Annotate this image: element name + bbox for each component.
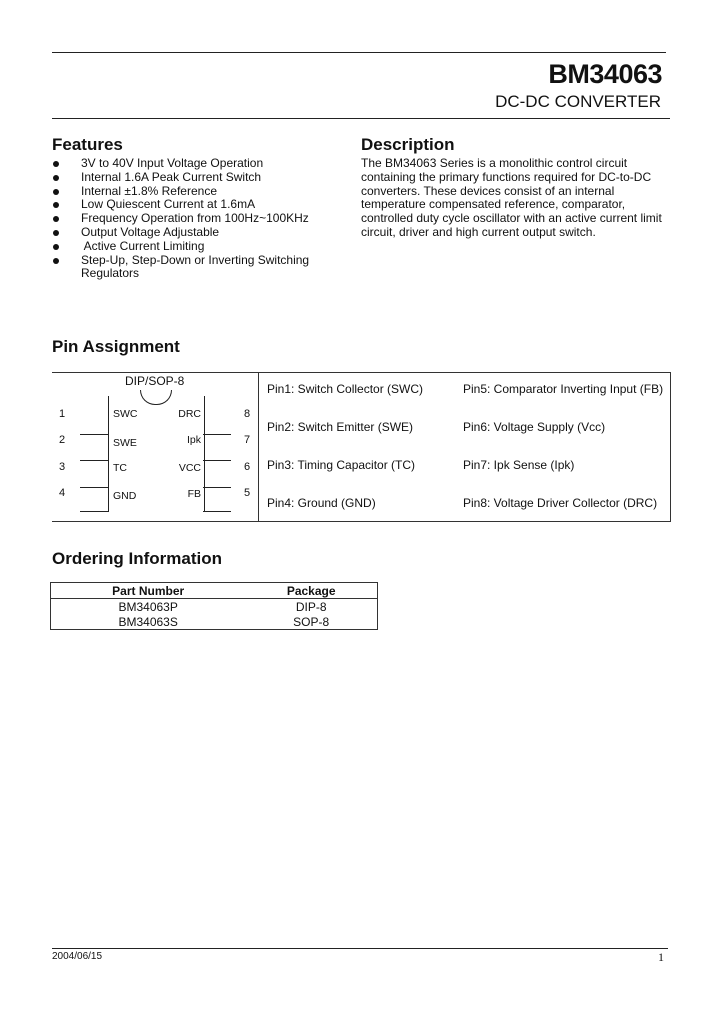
pin-lead [203,511,231,512]
pin-lead [80,434,108,435]
pin-description: Pin3: Timing Capacitor (TC) [267,458,416,472]
pin-lead [80,460,108,461]
ordering-table [50,582,378,630]
table-header-row [51,583,378,599]
document-subtitle: DC-DC CONVERTER [495,92,661,111]
chip-package-diagram [108,396,205,512]
feature-item: Low Quiescent Current at 1.6mA [52,198,327,212]
pin-number: 6 [244,461,251,473]
pin-description: Pin6: Voltage Supply (Vcc) [463,420,606,434]
header-top-rule [52,52,666,53]
package-label: DIP/SOP-8 [125,374,185,388]
chip-pin-label: VCC [178,462,201,474]
feature-item: Step-Up, Step-Down or Inverting Switching Regulators [52,254,313,282]
feature-item: Output Voltage Adjustable [52,226,327,240]
features-heading: Features [52,135,123,154]
chip-pin-label: FB [187,488,201,500]
pin-lead [203,434,231,435]
pin-description: Pin4: Ground (GND) [267,496,376,510]
pin-number: 5 [244,487,251,499]
chip-pin-label: TC [113,462,127,474]
feature-item: Frequency Operation from 100Hz~100KHz [52,212,327,226]
ordering-heading: Ordering Information [52,549,222,568]
feature-item: Active Current Limiting [52,240,327,254]
pin-description: Pin2: Switch Emitter (SWE) [267,420,414,434]
pin-number: 1 [59,408,66,420]
chip-pin-label: DRC [178,408,201,420]
footer-rule [52,948,668,949]
table-cell: DIP-8 [295,599,327,614]
pin-number: 3 [59,461,66,473]
pin-lead [203,460,231,461]
table-cell: SOP-8 [293,614,330,629]
chip-pin-label: Ipk [186,434,201,446]
pin-description: Pin5: Comparator Inverting Input (FB) [463,382,664,396]
footer-date: 2004/06/15 [52,951,103,962]
page-number: 1 [658,950,664,964]
pin-number: 4 [59,487,66,499]
description-heading: Description [361,135,455,154]
pin-assignment-heading: Pin Assignment [52,337,180,356]
pin-number: 8 [244,408,251,420]
table-row [51,599,378,615]
feature-item: Internal ±1.8% Reference [52,185,327,199]
pin-number: 7 [244,434,251,446]
table-row [51,614,378,630]
pin-lead [80,511,108,512]
features-list [52,157,327,281]
pin-description: Pin1: Switch Collector (SWC) [267,382,424,396]
pin-description: Pin8: Voltage Driver Collector (DRC) [463,496,658,510]
table-cell: BM34063P [118,599,178,614]
feature-item: 3V to 40V Input Voltage Operation [52,157,327,171]
header-bottom-rule [52,118,670,119]
description-text: The BM34063 Series is a monolithic control circuit containing the primary functions required for DC-to-DC converters. These devices consist of an internal temperature compensated reference, comparator, controlled duty cycle oscillator with an active current limit circuit, driver and high current output switch. [361,156,662,239]
chip-notch [140,390,172,405]
table-cell: BM34063S [118,614,178,629]
pin-lead [80,487,108,488]
pin-lead [203,487,231,488]
pin-description: Pin7: Ipk Sense (Ipk) [463,458,575,472]
pin-number: 2 [59,434,66,446]
chip-pin-label: SWC [113,408,138,420]
feature-item: Internal 1.6A Peak Current Switch [52,171,327,185]
part-number-title: BM34063 [548,59,662,89]
column-header: Part Number [51,583,246,599]
chip-pin-label: SWE [113,437,137,449]
chip-pin-label: GND [113,490,137,502]
pin-box-divider [258,373,259,521]
column-header: Package [245,583,377,599]
